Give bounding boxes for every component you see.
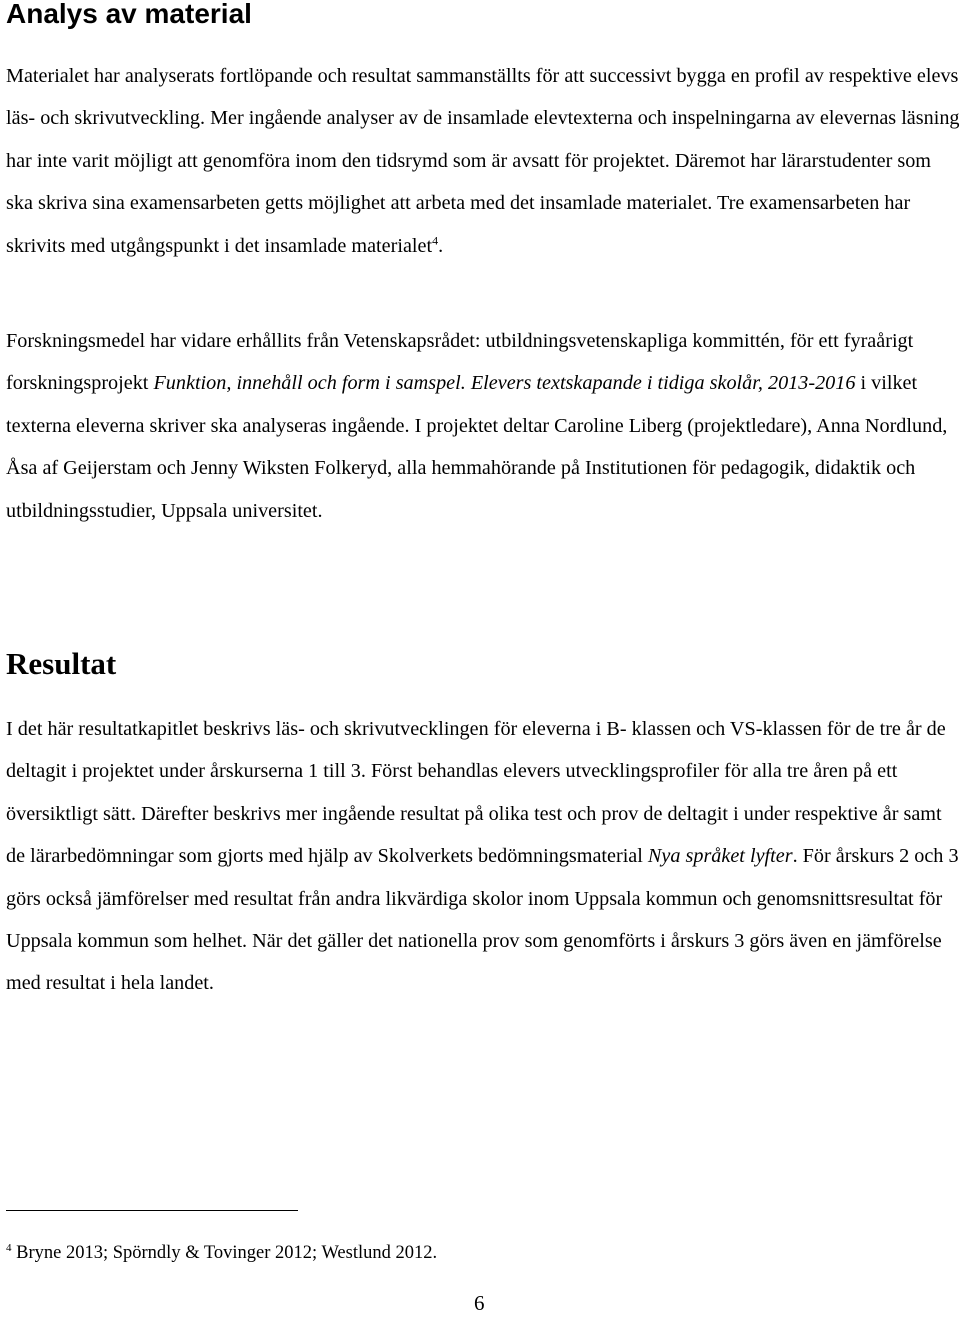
page-number: 6 [474, 1291, 485, 1315]
footnote [6, 1240, 437, 1266]
paragraph-text: . För årskurs 2 och 3 görs också jämförelser med resultat från andra likvärdiga skolor inom Uppsala kommun och genomsnittsresultat för Uppsala kommun som helhet. När det gäller det nationella prov som genomförts i årskurs 3 görs även en jämförelse med resultat i hela landet. [6, 845, 959, 995]
section-heading-analys: Analys av material [6, 0, 252, 29]
section-heading-resultat: Resultat [6, 646, 117, 681]
paragraph-text: Materialet har analyserats fortlöpande och resultat sammanställts för att successivt bygga en profil av respektive elevs läs- och skrivutveckling. Mer ingående analyser av de insamlade elevtexterna och inspelningarna av elevernas läsning har inte varit möjligt att genomföra inom den tidsrymd som är avsatt för projektet. Däremot har lärarstudenter som ska skriva sina examensarbeten getts möjlighet att arbeta med det insamlade materialet. Tre examensarbeten har skrivits med utgångspunkt i det insamlade materialet [6, 65, 960, 257]
paragraph-end: . [438, 234, 444, 257]
document-page [6, 0, 958, 1317]
paragraph-analys-2 [6, 320, 960, 532]
paragraph-text: Forskningsmedel har vidare erhållits från Vetenskapsrådet: utbildningsvetenskapliga kommittén, för ett fyraårigt forskningsprojekt [6, 330, 914, 395]
material-title: Nya språket lyfter [647, 845, 793, 868]
footnote-text: Bryne 2013; Spörndly & Tovinger 2012; Westlund 2012. [11, 1243, 438, 1263]
footnote-divider [6, 1210, 298, 1211]
paragraph-text: i vilket texterna eleverna skriver ska analyseras ingående. I projektet deltar Caroline Liberg (projektledare), Anna Nordlund, Åsa af Geijerstam och Jenny Wiksten Folkeryd, alla hemmahörande på Institutionen för pedagogik, didaktik och utbildningsstudier, Uppsala universitet. [6, 372, 948, 522]
paragraph-text: I det här resultatkapitlet beskrivs läs- och skrivutvecklingen för eleverna i B- klassen och VS-klassen för de tre år de deltagit i projektet under årskurserna 1 till 3. Först behandlas elevers utvecklingsprofiler för alla tre åren på ett översiktligt sätt. Därefter beskrivs mer ingående resultat på olika test och prov de deltagit i under respektive år samt de lärarbedömningar som gjorts med hjälp av Skolverkets bedömningsmaterial [6, 718, 946, 868]
paragraph-resultat-1 [6, 708, 960, 1005]
paragraph-analys-1 [6, 55, 960, 267]
project-title: Funktion, innehåll och form i samspel. Elevers textskapande i tidiga skolår, 2013-2016 [153, 372, 856, 395]
footnote-number: 4 [6, 1241, 12, 1254]
footnote-reference[interactable]: 4 [432, 232, 439, 247]
